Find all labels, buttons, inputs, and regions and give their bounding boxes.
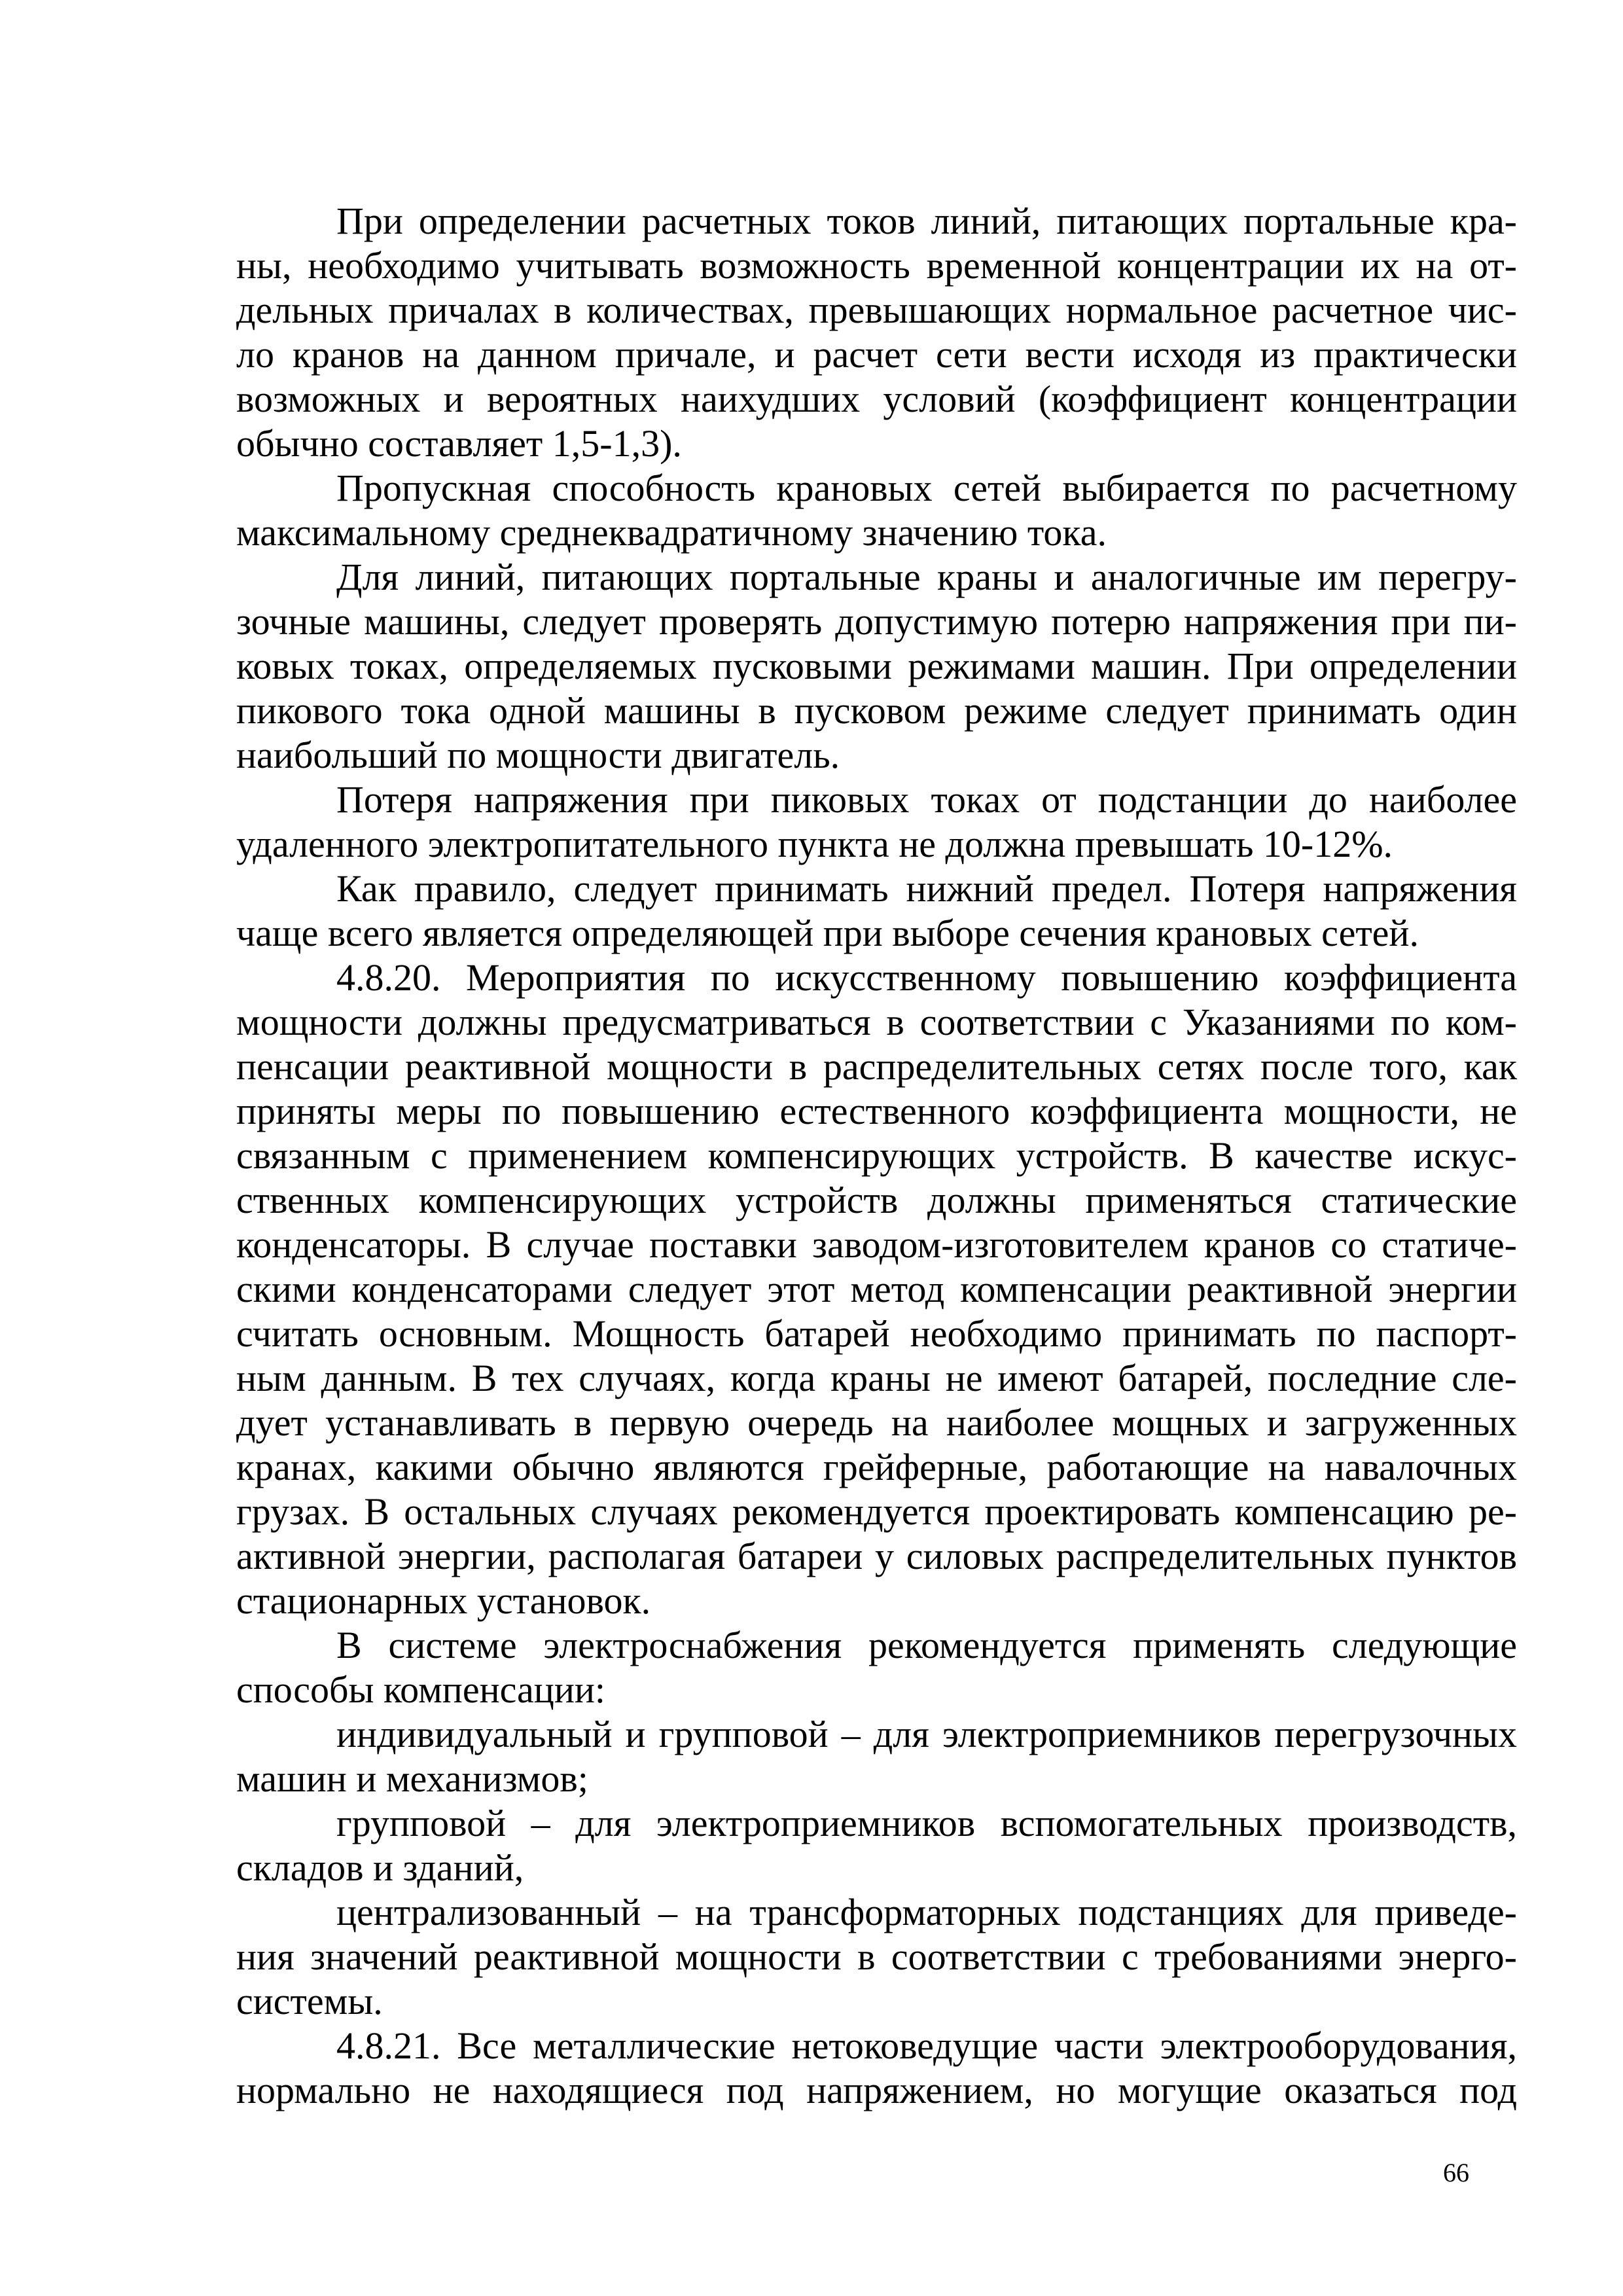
text-line: машин и механизмов; (236, 1757, 588, 1800)
text-line: кранах, какими обычно являются грейферные, работающие на навалочных (236, 1446, 1517, 1488)
text-line: централизованный – на трансформаторных подстанциях для приведе- (336, 1891, 1517, 1933)
text-line: ния значений реактивной мощности в соответствии с требованиями энерго- (236, 1935, 1517, 1978)
page-number: 66 (1443, 2158, 1469, 2187)
text-line: Для линий, питающих портальные краны и аналогичные им перегру- (336, 556, 1517, 598)
text-line: обычно составляет 1,5-1,3). (236, 422, 682, 465)
text-line: ковых токах, определяемых пусковыми режимами машин. При определении (236, 645, 1517, 687)
text-line: 4.8.21. Все металлические нетоковедущие части электрооборудования, (336, 2024, 1517, 2067)
text-line: Потеря напряжения при пиковых токах от подстанции до наиболее (336, 778, 1517, 821)
text-line: связанным с применением компенсирующих устройств. В качестве искус- (236, 1134, 1517, 1177)
text-line: приняты меры по повышению естественного коэффициента мощности, не (236, 1090, 1517, 1132)
text-line: ственных компенсирующих устройств должны применяться статические (236, 1179, 1517, 1221)
text-line: системы. (236, 1980, 383, 2022)
text-line: индивидуальный и групповой – для электроприемников перегрузочных (336, 1713, 1517, 1755)
text-line: Как правило, следует принимать нижний предел. Потеря напряжения (336, 867, 1517, 910)
text-line: дует устанавливать в первую очередь на наиболее мощных и загруженных (236, 1401, 1517, 1444)
text-line: возможных и вероятных наихудших условий (коэффициент концентрации (236, 378, 1517, 420)
text-line: грузах. В остальных случаях рекомендуется проектировать компенсацию ре- (236, 1490, 1517, 1533)
text-line: пенсации реактивной мощности в распределительных сетях после того, как (236, 1045, 1517, 1088)
text-line: При определении расчетных токов линий, питающих портальные кра- (336, 200, 1517, 242)
paragraph (236, 1801, 1517, 1890)
text-line: конденсаторы. В случае поставки заводом-изготовителем кранов со статиче- (236, 1223, 1517, 1266)
paragraph (236, 466, 1517, 555)
paragraph (236, 778, 1517, 867)
paragraph (236, 1890, 1517, 2024)
paragraph (236, 1623, 1517, 1712)
paragraph (236, 199, 1517, 466)
text-line: зочные машины, следует проверять допустимую потерю напряжения при пи- (236, 600, 1517, 643)
text-line: нормально не находящиеся под напряжением, но могущие оказаться под (236, 2069, 1517, 2111)
text-line: Пропускная способность крановых сетей выбирается по расчетному (336, 467, 1517, 509)
text-line: чаще всего является определяющей при выборе сечения крановых сетей. (236, 912, 1419, 954)
text-line: мощности должны предусматриваться в соответствии с Указаниями по ком- (236, 1001, 1517, 1043)
text-line: ны, необходимо учитывать возможность временной концентрации их на от- (236, 244, 1517, 287)
paragraph (236, 867, 1517, 956)
text-line: способы компенсации: (236, 1668, 606, 1711)
paragraph (236, 2024, 1517, 2113)
text-line: групповой – для электроприемников вспомогательных производств, (336, 1802, 1517, 1844)
paragraph (236, 956, 1517, 1623)
paragraph (236, 555, 1517, 778)
text-line: складов и зданий, (236, 1846, 524, 1889)
text-line: удаленного электропитательного пункта не должна превышать 10-12%. (236, 823, 1393, 865)
paragraph (236, 1712, 1517, 1801)
text-line: наибольший по мощности двигатель. (236, 734, 840, 776)
text-line: стационарных установок. (236, 1579, 651, 1622)
text-line: максимальному среднеквадратичному значению тока. (236, 511, 1107, 554)
text-line: ло кранов на данном причале, и расчет сети вести исходя из практически (236, 333, 1517, 376)
text-line: В системе электроснабжения рекомендуется применять следующие (336, 1624, 1517, 1666)
text-line: считать основным. Мощность батарей необходимо принимать по паспорт- (236, 1312, 1517, 1355)
text-line: 4.8.20. Мероприятия по искусственному повышению коэффициента (336, 956, 1517, 999)
text-line: дельных причалах в количествах, превышающих нормальное расчетное чис- (236, 289, 1517, 331)
text-line: активной энергии, располагая батареи у силовых распределительных пунктов (236, 1535, 1517, 1577)
text-line: пикового тока одной машины в пусковом режиме следует принимать один (236, 689, 1517, 732)
text-line: скими конденсаторами следует этот метод компенсации реактивной энергии (236, 1268, 1517, 1310)
body-text (236, 199, 1517, 2113)
text-line: ным данным. В тех случаях, когда краны не имеют батарей, последние сле- (236, 1357, 1517, 1399)
